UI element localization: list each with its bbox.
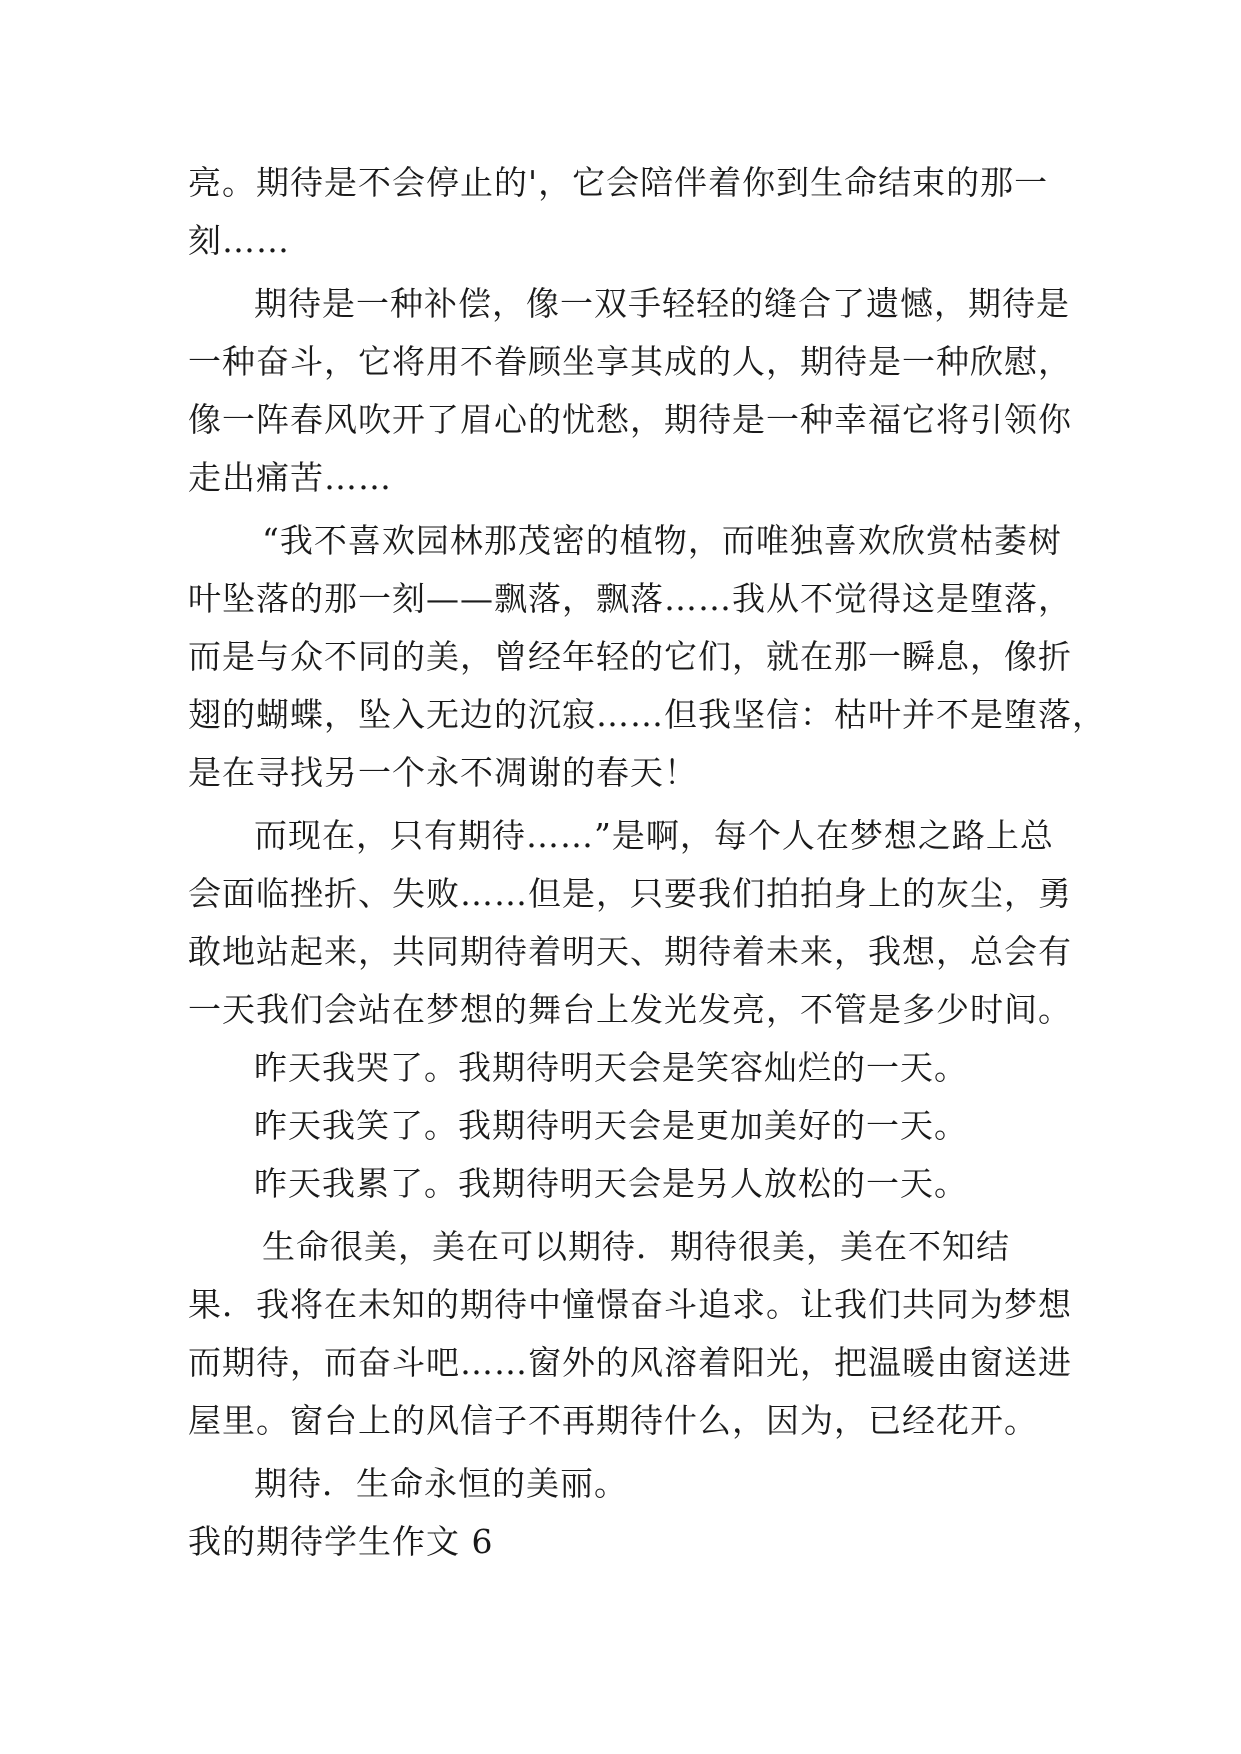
paragraph-first-line: 期待．生命永恒的美丽。 [254,1464,628,1503]
paragraph-first-line: “我不喜欢园林那茂密的植物，而唯独喜欢欣赏枯萎树 [262,521,1062,560]
paragraph-first-line: 昨天我累了。我期待明天会是另人放松的一天。 [254,1164,968,1203]
text-line: 敢地站起来，共同期待着明天、期待着未来，我想，总会有 [188,932,1072,971]
paragraph-first-line: 昨天我笑了。我期待明天会是更加美好的一天。 [254,1106,968,1145]
paragraph-first-line: 生命很美，美在可以期待．期待很美，美在不知结 [262,1227,1010,1266]
text-line: 而是与众不同的美，曾经年轻的它们，就在那一瞬息，像折 [188,637,1072,676]
text-line: 果．我将在未知的期待中憧憬奋斗追求。让我们共同为梦想 [188,1285,1072,1324]
text-line: 翅的蝴蝶，坠入无边的沉寂……但我坚信：枯叶并不是堕落， [188,695,1106,734]
paragraph-first-line: 期待是一种补偿，像一双手轻轻的缝合了遗憾，期待是 [254,284,1070,323]
text-line: 叶坠落的那一刻——飘落，飘落……我从不觉得这是堕落， [188,579,1072,618]
text-line: 走出痛苦…… [188,458,392,497]
text-line: 像一阵春风吹开了眉心的忧愁，期待是一种幸福它将引领你 [188,400,1072,439]
text-line: 一种奋斗，它将用不眷顾坐享其成的人，期待是一种欣慰， [188,342,1072,381]
text-line: 刻…… [188,221,290,260]
text-line: 亮。期待是不会停止的'，它会陪伴着你到生命结束的那一 [188,163,1049,202]
paragraph-first-line: 昨天我哭了。我期待明天会是笑容灿烂的一天。 [254,1048,968,1087]
section-heading: 我的期待学生作文 6 [188,1522,494,1561]
text-line: 而期待，而奋斗吧……窗外的风溶着阳光，把温暖由窗送进 [188,1343,1072,1382]
text-line: 屋里。窗台上的风信子不再期待什么，因为，已经花开。 [188,1401,1038,1440]
text-line: 一天我们会站在梦想的舞台上发光发亮，不管是多少时间。 [188,990,1072,1029]
essay-body [188,154,1106,1571]
paragraph-first-line: 而现在，只有期待……”是啊，每个人在梦想之路上总 [254,816,1054,855]
text-line: 会面临挫折、失败……但是，只要我们拍拍身上的灰尘，勇 [188,874,1072,913]
text-line: 是在寻找另一个永不凋谢的春天！ [188,753,698,792]
